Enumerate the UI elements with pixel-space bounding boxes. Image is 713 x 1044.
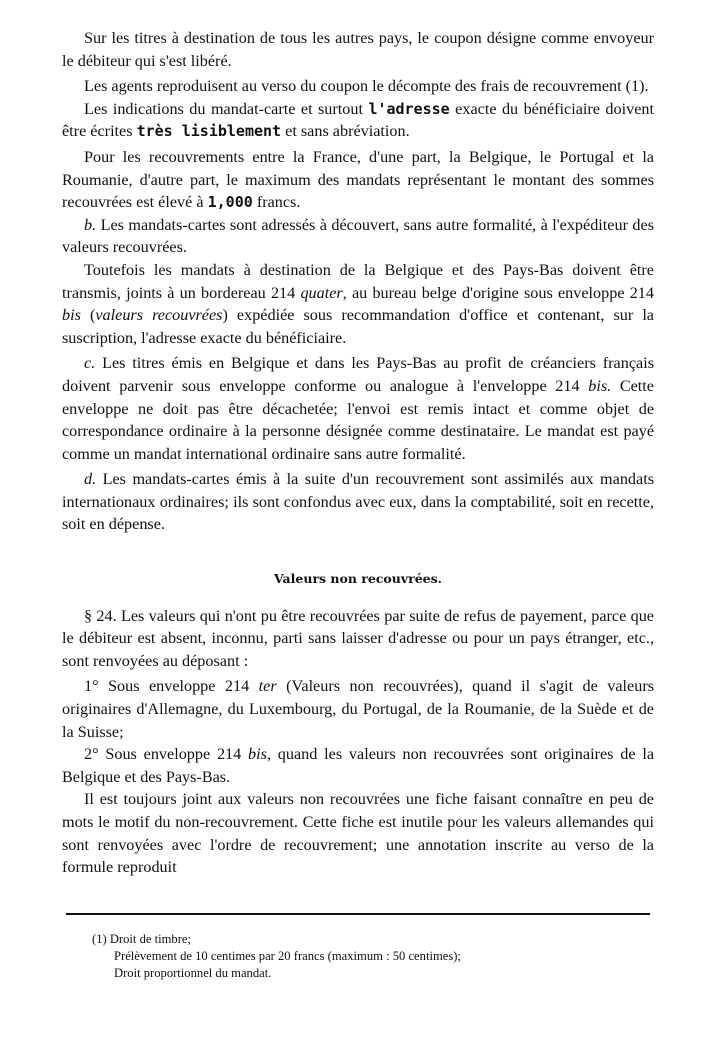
section-heading: Valeurs non recouvrées. <box>274 571 442 587</box>
paragraph-b: b. Les mandats-cartes sont adressés à découvert, sans autre formalité, à l'expéditeur des valeurs recouvrées. <box>62 215 654 257</box>
paragraph-section-24: § 24. Les valeurs qui n'ont pu être recouvrées par suite de refus de payement, parce que le débiteur est absent, inconnu, parti sans laisser d'adresse ou pour un pays étranger, etc., sont renvoyées au déposant : <box>62 606 654 670</box>
body-text <box>62 27 654 879</box>
paragraph-c: c. Les titres émis en Belgique et dans les Pays-Bas au profit de créanciers français doivent parvenir sous enveloppe conforme ou analogue à l'enveloppe 214 bis. Cette enveloppe ne doit pas être décachetée; l'envoi est remis intact et comme objet de correspondance ordinaire à la personne désignée comme destinataire. Le mandat est payé comme un mandat international ordinaire sans autre formalité. <box>62 354 654 463</box>
paragraph-fiche: Il est toujours joint aux valeurs non recouvrées une fiche faisant connaître en peu de mots le motif du non-recouvrement. Cette fiche est inutile pour les valeurs allemandes qui sont renvoyées avec l'ordre de recouvrement; une annotation inscrite au verso de la formule reproduit <box>62 790 654 877</box>
emphasis-lisiblement: très lisiblement <box>136 122 282 141</box>
emphasis-adresse: l'adresse <box>368 99 450 118</box>
footnote-1-line-3: Droit proportionnel du mandat. <box>114 966 272 980</box>
paragraph-toutefois: Toutefois les mandats à destination de la Belgique et des Pays-Bas doivent être transmis, joints à un bordereau 214 quater, au bureau belge d'origine sous enveloppe 214 bis (valeurs recouvrées) expédiée sous recommandation d'office et contenant, sur la suscription, l'adresse exacte du bénéficiaire. <box>62 260 654 347</box>
paragraph-recouvrements: Pour les recouvrements entre la France, d'une part, la Belgique, le Portugal et la Roumanie, d'autre part, le maximum des mandats représentant le montant des sommes recouvrées est élevé à 1,000 francs. <box>62 147 654 212</box>
paragraph-d: d. Les mandats-cartes émis à la suite d'un recouvrement sont assimilés aux mandats internationaux ordinaires; ils sont confondus avec eux, dans la comptabilité, soit en recette, soit en dépense. <box>62 470 654 534</box>
footnote-1: (1) Droit de timbre; <box>92 932 191 946</box>
footnote-1-line-2: Prélèvement de 10 centimes par 20 francs (maximum : 50 centimes); <box>114 949 461 963</box>
paragraph-item-1: 1° Sous enveloppe 214 ter (Valeurs non recouvrées), quand il s'agit de valeurs originaires d'Allemagne, du Luxembourg, du Portugal, de la Roumanie, de la Suède et de la Suisse; <box>62 677 655 741</box>
footnote-divider <box>66 913 650 915</box>
paragraph-agents: Les agents reproduisent au verso du coupon le décompte des frais de recouvrement (1). <box>84 77 649 96</box>
emphasis-amount: 1,000 <box>207 193 253 212</box>
paragraph-indications: Les indications du mandat-carte et surtout l'adresse exacte du bénéficiaire doivent être écrites très lisiblement et sans abréviation. <box>62 99 654 141</box>
paragraph-item-2: 2° Sous enveloppe 214 bis, quand les valeurs non recouvrées sont originaires de la Belgique et des Pays-Bas. <box>62 745 654 786</box>
paragraph-coupon: Sur les titres à destination de tous les autres pays, le coupon désigne comme envoyeur le débiteur qui s'est libéré. <box>62 29 654 70</box>
footnotes <box>92 931 652 982</box>
